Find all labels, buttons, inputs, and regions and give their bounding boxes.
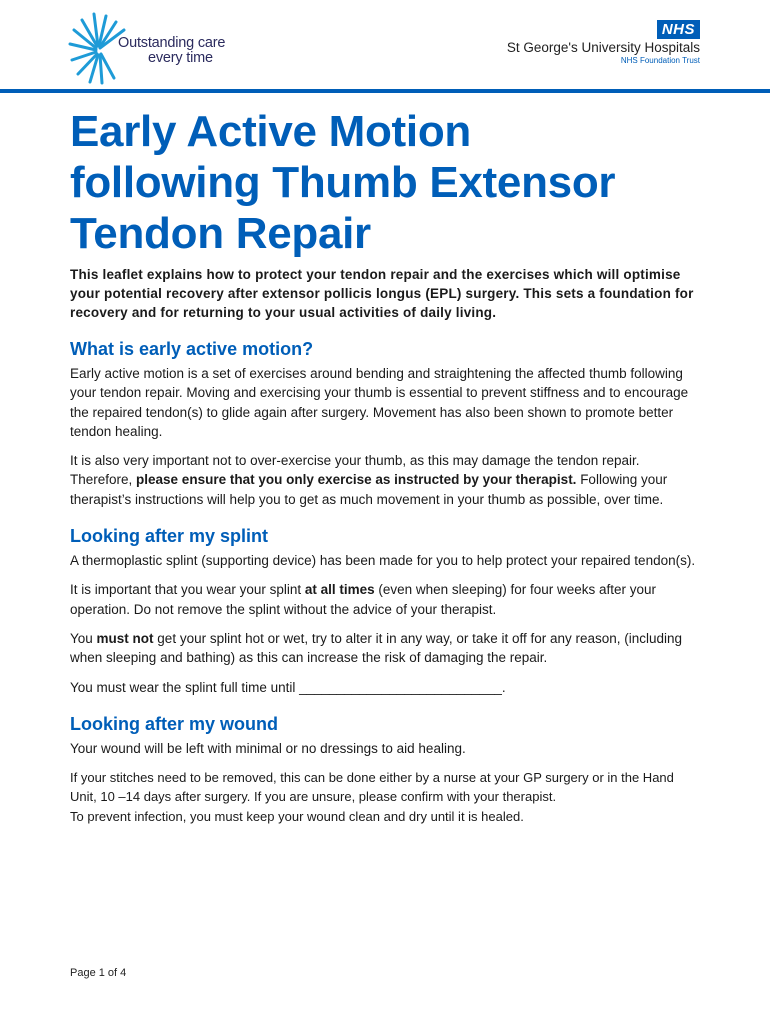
document-body <box>70 106 700 836</box>
page-number: Page 1 of 4 <box>70 967 127 979</box>
page-header <box>0 0 770 95</box>
bold-run: at all times <box>304 582 375 598</box>
trust-name: St George's University Hospitals <box>506 40 700 55</box>
text-run: If your stitches need to be removed, this can be done either by a nurse at your GP surgery or in the Hand Unit, 10 –14 days after surgery. If you are unsure, please confirm with your therapist. <box>70 770 674 805</box>
section-heading-early-active-motion: What is early active motion? <box>70 339 314 359</box>
bold-run: must not <box>96 630 154 646</box>
bold-run: please ensure that you only exercise as instructed by your therapist. <box>136 472 577 488</box>
text-run: (even when sleeping) for four weeks after your operation. Do not remove the splint without the advice of your therapist. <box>70 582 657 617</box>
text-run: You <box>70 630 97 646</box>
section2-paragraph-3 <box>70 629 700 668</box>
logo-text <box>118 36 225 66</box>
trust-subtitle: NHS Foundation Trust <box>620 56 700 65</box>
section3-paragraph-1: Your wound will be left with minimal or no dressings to aid healing. <box>70 740 466 756</box>
title-line-3: Tendon Repair <box>70 209 371 258</box>
page-title <box>70 106 700 259</box>
nhs-logo-badge: NHS <box>657 20 700 39</box>
text-run: get your splint hot or wet, try to alter it in any way, or take it off for any reason, (including when sleeping and bathing) as this can increase the risk of damaging the repair. <box>70 630 683 666</box>
title-line-1: Early Active Motion <box>70 107 471 156</box>
section-heading-splint: Looking after my splint <box>70 526 269 547</box>
text-run: It is important that you wear your splint <box>70 582 305 598</box>
title-line-2: following Thumb Extensor <box>70 158 616 207</box>
logo-line-2: every time <box>148 50 213 66</box>
section2-paragraph-1: A thermoplastic splint (supporting device) has been made for you to help protect your repaired tendon(s). <box>70 553 696 569</box>
logo-line-1: Outstanding care <box>118 35 226 51</box>
section1-paragraph-1: Early active motion is a set of exercises around bending and straightening the affected thumb following your tendon repair. Moving and exercising your thumb is essential to prevent stiffness and to encourage the repaired tendon(s) to glide again after surgery. Movement has also been shown to promote better tendon healing. <box>70 366 689 439</box>
section2-paragraph-4: You must wear the splint full time until ___________________________. <box>70 679 506 695</box>
section-heading-wound: Looking after my wound <box>70 713 279 734</box>
header-divider <box>0 89 770 93</box>
intro-paragraph: This leaflet explains how to protect your tendon repair and the exercises which will optimise your potential recovery after extensor pollicis longus (EPL) surgery. This sets a foundation for recovery and for returning to your usual activities of daily living. <box>70 267 694 320</box>
section1-paragraph-2 <box>70 451 700 509</box>
text-run: Following your therapist’s instructions will help you to get as much movement in your thumb as possible, over time. <box>70 472 668 507</box>
section3-paragraph-2 <box>70 768 700 826</box>
text-run: To prevent infection, you must keep your wound clean and dry until it is healed. <box>70 808 524 824</box>
section2-paragraph-2 <box>70 580 700 619</box>
text-run: It is also very important not to over-exercise your thumb, as this may damage the tendon repair. Therefore, <box>70 453 640 488</box>
